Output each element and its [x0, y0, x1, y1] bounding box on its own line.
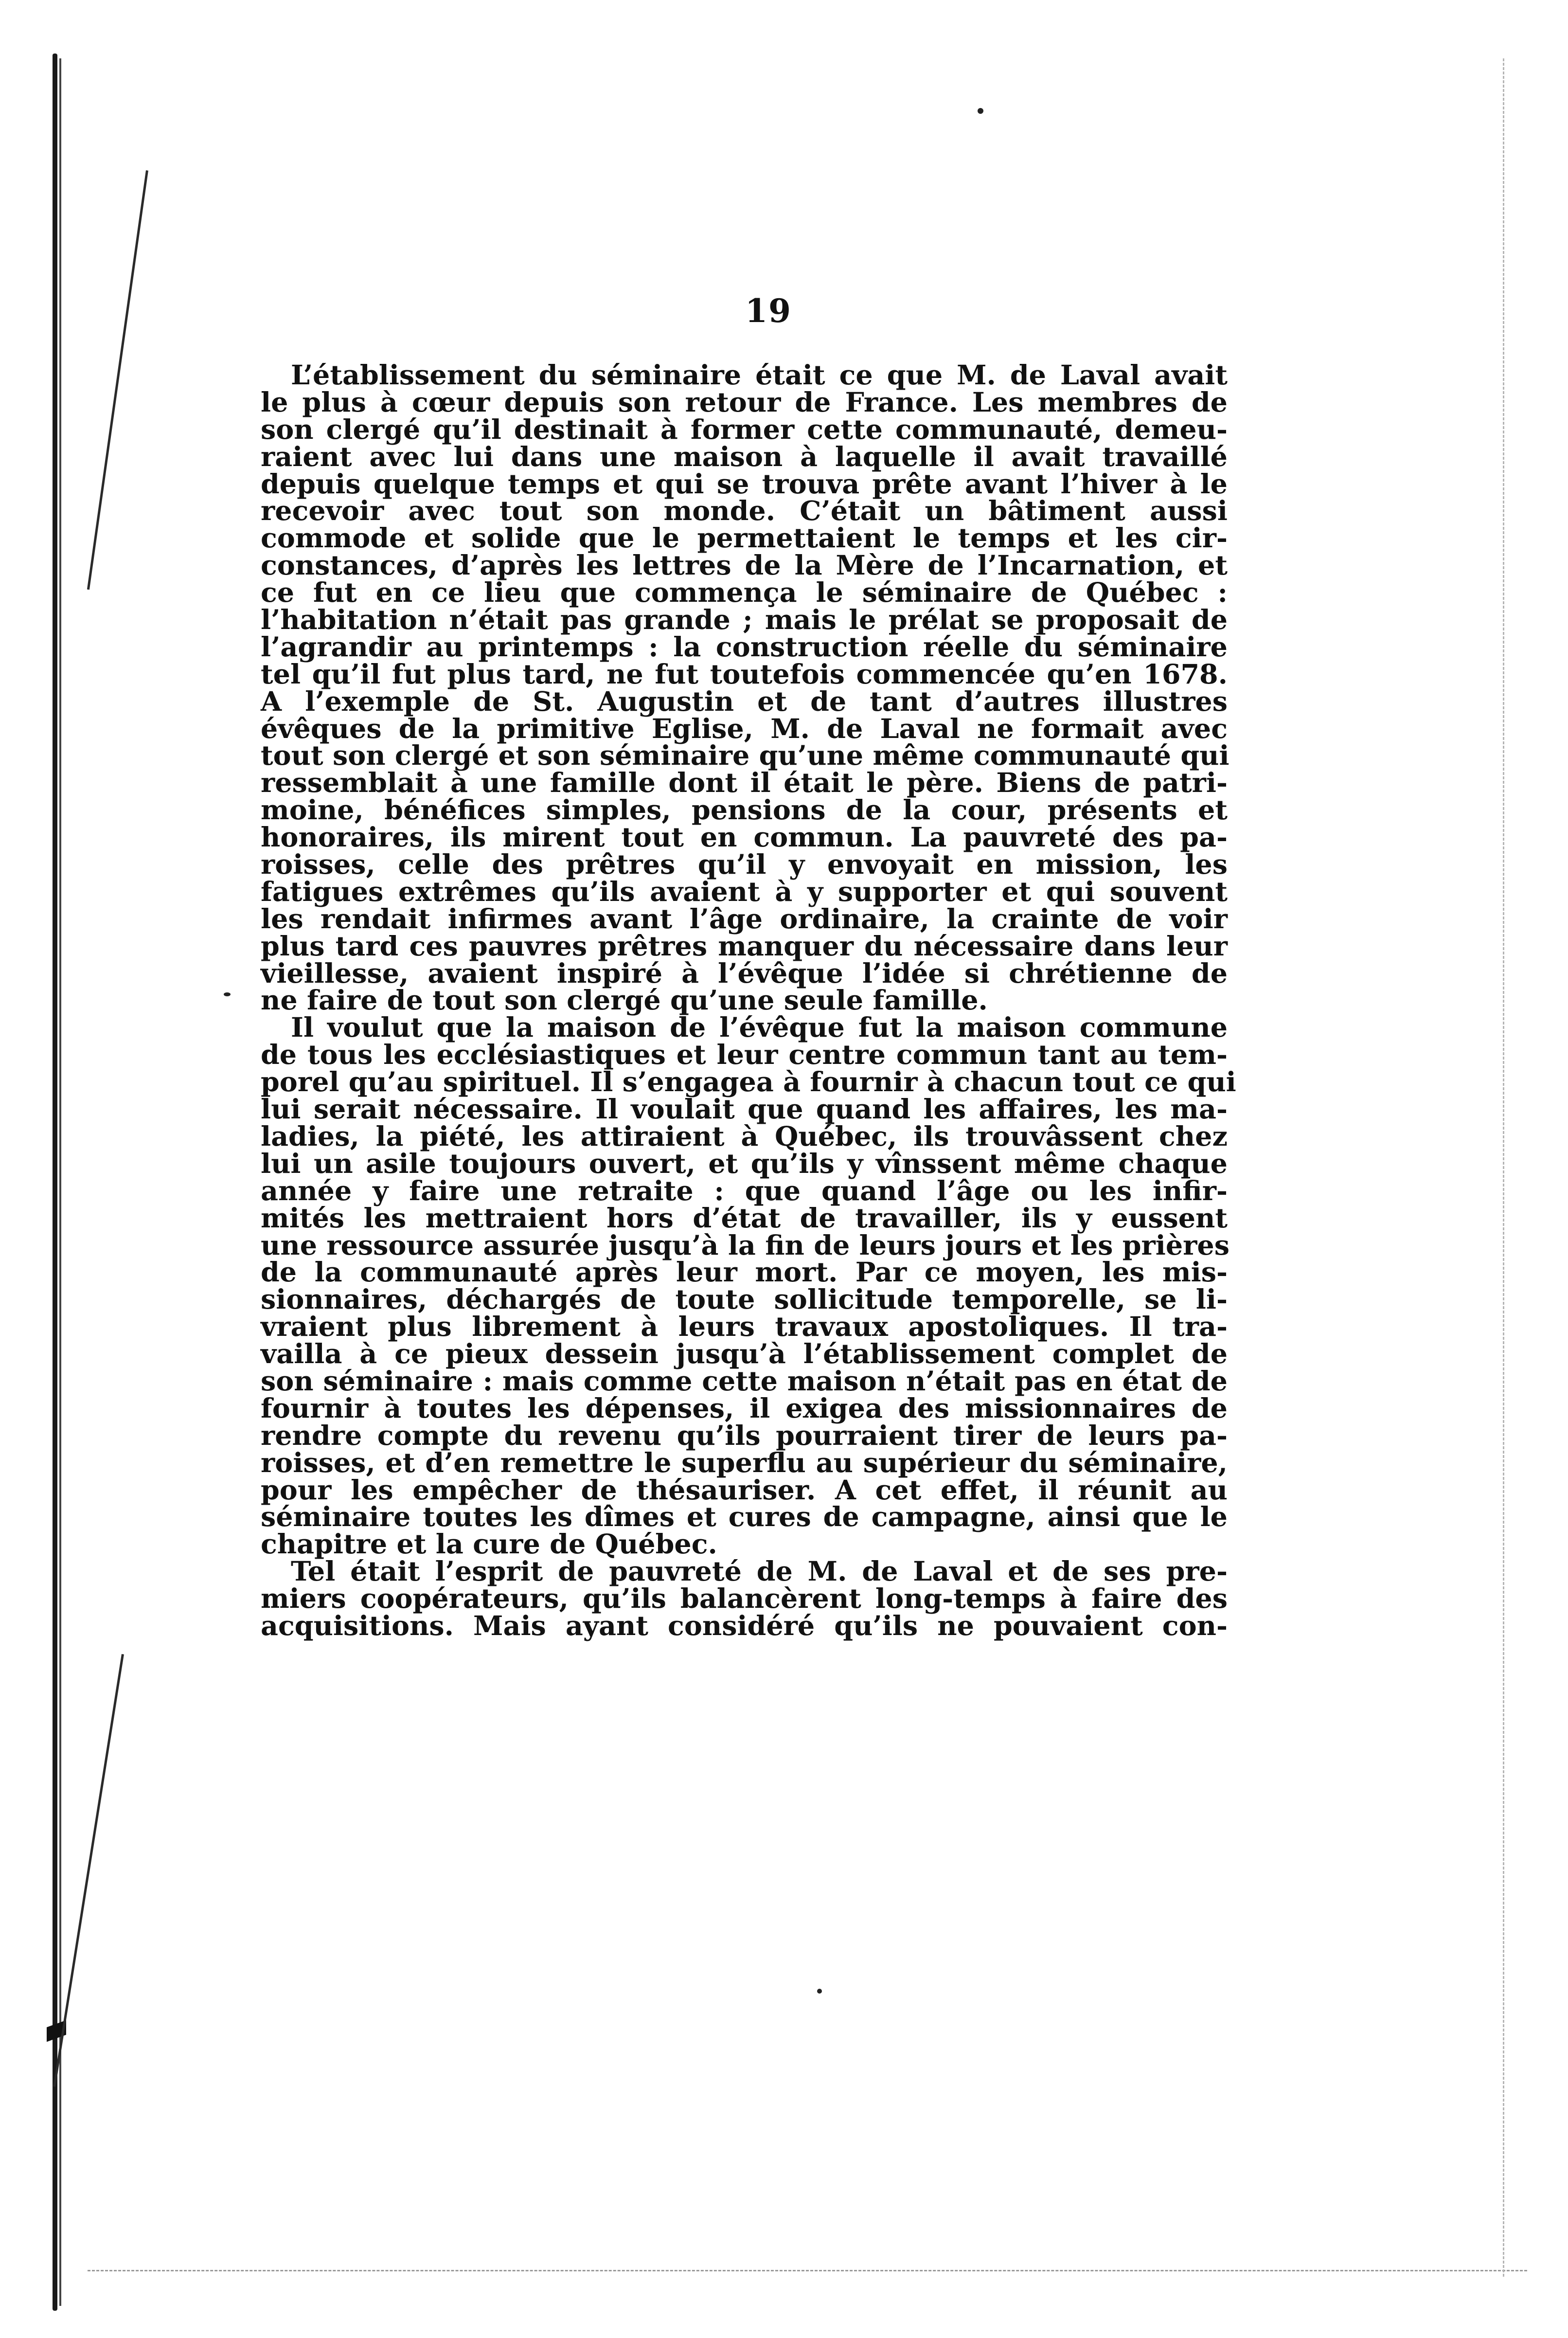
text-line: constances, d’après les lettres de la Mère de l’Incarnation, et	[261, 550, 1228, 582]
text-line: depuis quelque temps et qui se trouva prête avant l’hiver à le	[261, 468, 1228, 500]
scan-edge-dashed-bottom	[88, 2270, 1527, 2271]
text-line: ce fut en ce lieu que commença le séminaire de Québec :	[261, 577, 1228, 609]
text-line: l’habitation n’était pas grande ; mais le prélat se proposait de	[261, 604, 1228, 636]
text-line: le plus à cœur depuis son retour de France. Les membres de	[261, 386, 1228, 418]
text-line: commode et solide que le permettaient le temps et les cir-	[261, 522, 1228, 555]
scan-edge-dashed-right	[1503, 58, 1504, 2277]
text-line: raient avec lui dans une maison à laquelle il avait travaillé	[261, 441, 1228, 473]
text-line: chapitre et la cure de Québec.	[261, 1529, 717, 1561]
text-line: vieillesse, avaient inspiré à l’évêque l’idée si chrétienne de	[261, 957, 1228, 989]
margin-stroke-lower	[53, 1654, 124, 2087]
text-line: miers coopérateurs, qu’ils balancèrent long-temps à faire des	[261, 1583, 1228, 1615]
text-line: ressemblait à une famille dont il était le père. Biens de patri-	[261, 767, 1228, 799]
paragraph	[261, 1558, 1228, 1640]
ink-speck	[978, 108, 983, 114]
text-line: vailla à ce pieux dessein jusqu’à l’établissement complet de	[261, 1338, 1228, 1370]
text-line: sionnaires, déchargés de toute sollicitude temporelle, se li-	[261, 1284, 1228, 1316]
text-line: fatigues extrêmes qu’ils avaient à y supporter et qui souvent	[261, 876, 1228, 908]
text-line: fournir à toutes les dépenses, il exigea des missionnaires de	[261, 1392, 1228, 1424]
text-line: roisses, et d’en remettre le superflu au supérieur du séminaire,	[261, 1447, 1228, 1479]
text-line: roisses, celle des prêtres qu’il y envoyait en mission, les	[261, 849, 1228, 881]
text-line: séminaire toutes les dîmes et cures de campagne, ainsi que le	[261, 1501, 1228, 1533]
text-line: son clergé qu’il destinait à former cette communauté, demeu-	[261, 414, 1228, 446]
text-line: de la communauté après leur mort. Par ce moyen, les mis-	[261, 1257, 1228, 1289]
text-line: moine, bénéfices simples, pensions de la cour, présents et	[261, 794, 1228, 827]
text-line: année y faire une retraite : que quand l’âge ou les infir-	[261, 1175, 1228, 1207]
text-line: L’établissement du séminaire était ce que M. de Laval avait	[291, 360, 1228, 391]
text-line: ladies, la piété, les attiraient à Québec, ils trouvâssent chez	[261, 1120, 1228, 1152]
margin-stroke-upper	[87, 170, 148, 590]
text-line: porel qu’au spirituel. Il s’engagea à fournir à chacun tout ce qui	[261, 1066, 1236, 1098]
text-line: mités les mettraient hors d’état de travailler, ils y eussent	[261, 1202, 1228, 1234]
text-line: lui serait nécessaire. Il voulait que quand les affaires, les ma-	[261, 1094, 1228, 1126]
paragraph	[261, 1012, 1236, 1561]
body-text	[261, 360, 1236, 1642]
text-line: rendre compte du revenu qu’ils pourraient tirer de leurs pa-	[261, 1420, 1228, 1452]
ink-speck	[224, 992, 231, 996]
text-line: de tous les ecclésiastiques et leur centre commun tant au tem-	[261, 1039, 1228, 1071]
text-line: son séminaire : mais comme cette maison n’était pas en état de	[261, 1365, 1228, 1397]
text-line: vraient plus librement à leurs travaux apostoliques. Il tra-	[261, 1311, 1228, 1343]
text-line: recevoir avec tout son monde. C’était un bâtiment aussi	[261, 495, 1228, 527]
text-line: Il voulut que la maison de l’évêque fut la maison commune	[291, 1012, 1228, 1044]
text-line: tel qu’il fut plus tard, ne fut toutefois commencée qu’en 1678.	[261, 658, 1228, 690]
text-line: acquisitions. Mais ayant considéré qu’ils ne pouvaient con-	[261, 1610, 1228, 1642]
text-line: pour les empêcher de thésauriser. A cet effet, il réunit au	[261, 1474, 1228, 1506]
text-line: évêques de la primitive Eglise, M. de Laval ne formait avec	[261, 713, 1228, 745]
binding-edge-shadow	[59, 58, 61, 2306]
text-line: tout son clergé et son séminaire qu’une même communauté qui	[261, 740, 1229, 772]
paragraph	[261, 360, 1229, 1017]
text-line: une ressource assurée jusqu’à la fin de leurs jours et les prières	[261, 1229, 1229, 1261]
text-line: Tel était l’esprit de pauvreté de M. de Laval et de ses pre-	[291, 1556, 1228, 1588]
text-line: ne faire de tout son clergé qu’une seule famille.	[261, 985, 988, 1017]
page-number: 19	[745, 292, 792, 330]
binding-edge-line	[53, 54, 57, 2311]
text-line: les rendait infirmes avant l’âge ordinaire, la crainte de voir	[261, 903, 1228, 935]
ink-speck	[817, 1989, 822, 1994]
text-line: honoraires, ils mirent tout en commun. La pauvreté des pa-	[261, 822, 1228, 854]
text-line: lui un asile toujours ouvert, et qu’ils y vînssent même chaque	[261, 1148, 1228, 1180]
text-line: l’agrandir au printemps : la construction réelle du séminaire	[261, 631, 1228, 663]
text-line: plus tard ces pauvres prêtres manquer du nécessaire dans leur	[261, 930, 1228, 962]
text-line: A l’exemple de St. Augustin et de tant d’autres illustres	[261, 685, 1228, 718]
